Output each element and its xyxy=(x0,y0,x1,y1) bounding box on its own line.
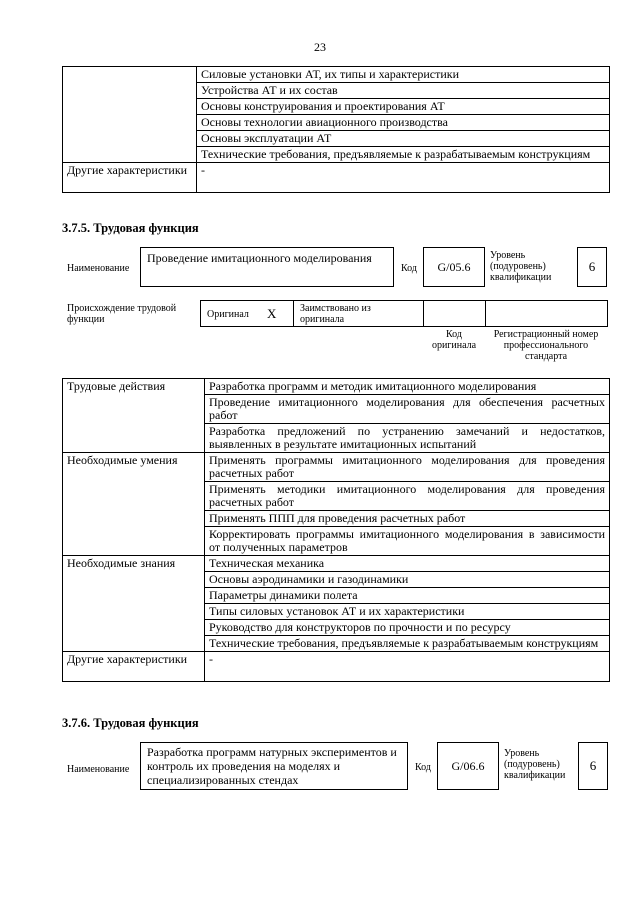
knowledge-item: Основы конструирования и проектирования АТ xyxy=(197,99,610,115)
origin-divider-3 xyxy=(485,300,486,327)
group-label: Необходимые умения xyxy=(63,453,205,556)
group-item: Разработка программ и методик имитационного моделирования xyxy=(205,379,610,395)
group-item: Параметры динамики полета xyxy=(205,588,610,604)
table-row xyxy=(63,652,610,682)
group-item: Руководство для конструкторов по прочности и по ресурсу xyxy=(205,620,610,636)
group-label: Необходимые знания xyxy=(63,556,205,652)
knowledge-item: Основы эксплуатации АТ xyxy=(197,131,610,147)
function-name-box: Разработка программ натурных экспериментов и контроль их проведения на моделях и специализированных стендах xyxy=(140,742,408,790)
name-label: Наименование xyxy=(67,263,130,274)
qualification-level-label: Уровень (подуровень) квалификации xyxy=(490,250,552,283)
section-title-3-7-6: 3.7.6. Трудовая функция xyxy=(62,716,199,730)
group-item: Типы силовых установок АТ и их характеристики xyxy=(205,604,610,620)
original-label: Оригинал xyxy=(207,309,249,320)
registration-number-label: Регистрационный номер профессионального стандарта xyxy=(493,329,599,362)
knowledge-item: Основы технологии авиационного производства xyxy=(197,115,610,131)
origin-label: Происхождение трудовой функции xyxy=(67,303,177,325)
table-row xyxy=(63,379,610,395)
other-characteristics-label: Другие характеристики xyxy=(63,652,205,682)
group-item: Технические требования, предъявляемые к разрабатываемым конструкциям xyxy=(205,636,610,652)
qualification-level-label: Уровень (подуровень) квалификации xyxy=(504,748,566,781)
function-name-box: Проведение имитационного моделирования xyxy=(140,247,394,287)
code-label: Код xyxy=(401,263,417,274)
knowledge-item: Силовые установки АТ, их типы и характеристики xyxy=(197,67,610,83)
name-label: Наименование xyxy=(67,764,130,775)
group-item: Разработка предложений по устранению замечаний и недостатков, выявленных в результате имитационных испытаний xyxy=(205,424,610,453)
page-number: 23 xyxy=(314,40,326,54)
original-mark: X xyxy=(267,306,277,321)
top-knowledge-table xyxy=(62,66,610,193)
function-code-box: G/05.6 xyxy=(423,247,485,287)
group-item: Техническая механика xyxy=(205,556,610,572)
other-characteristics-label: Другие характеристики xyxy=(63,163,197,193)
group-item: Применять методики имитационного моделирования для проведения расчетных работ xyxy=(205,482,610,511)
borrowed-label: Заимствовано из оригинала xyxy=(300,303,371,325)
origin-divider-2 xyxy=(423,300,424,327)
group-item: Корректировать программы имитационного моделирования в зависимости от полученных параметров xyxy=(205,527,610,556)
labor-function-table xyxy=(62,378,610,682)
code-label: Код xyxy=(415,762,431,773)
other-characteristics-value: - xyxy=(197,163,610,193)
group-item: Основы аэродинамики и газодинамики xyxy=(205,572,610,588)
group-label: Трудовые действия xyxy=(63,379,205,453)
group-item: Применять ППП для проведения расчетных работ xyxy=(205,511,610,527)
knowledge-item: Технические требования, предъявляемые к разрабатываемым конструкциям xyxy=(197,147,610,163)
section-title-3-7-5: 3.7.5. Трудовая функция xyxy=(62,221,199,235)
table-row xyxy=(63,453,610,482)
continuation-label-cell xyxy=(63,67,197,163)
group-item: Применять программы имитационного моделирования для проведения расчетных работ xyxy=(205,453,610,482)
table-row xyxy=(63,556,610,572)
group-item: Проведение имитационного моделирования для обеспечения расчетных работ xyxy=(205,395,610,424)
function-code-box: G/06.6 xyxy=(437,742,499,790)
code-original-label: Код оригинала xyxy=(431,329,477,351)
qualification-level-box: 6 xyxy=(578,742,608,790)
other-characteristics-value: - xyxy=(205,652,610,682)
qualification-level-box: 6 xyxy=(577,247,607,287)
knowledge-item: Устройства АТ и их состав xyxy=(197,83,610,99)
origin-divider-1 xyxy=(293,300,294,327)
